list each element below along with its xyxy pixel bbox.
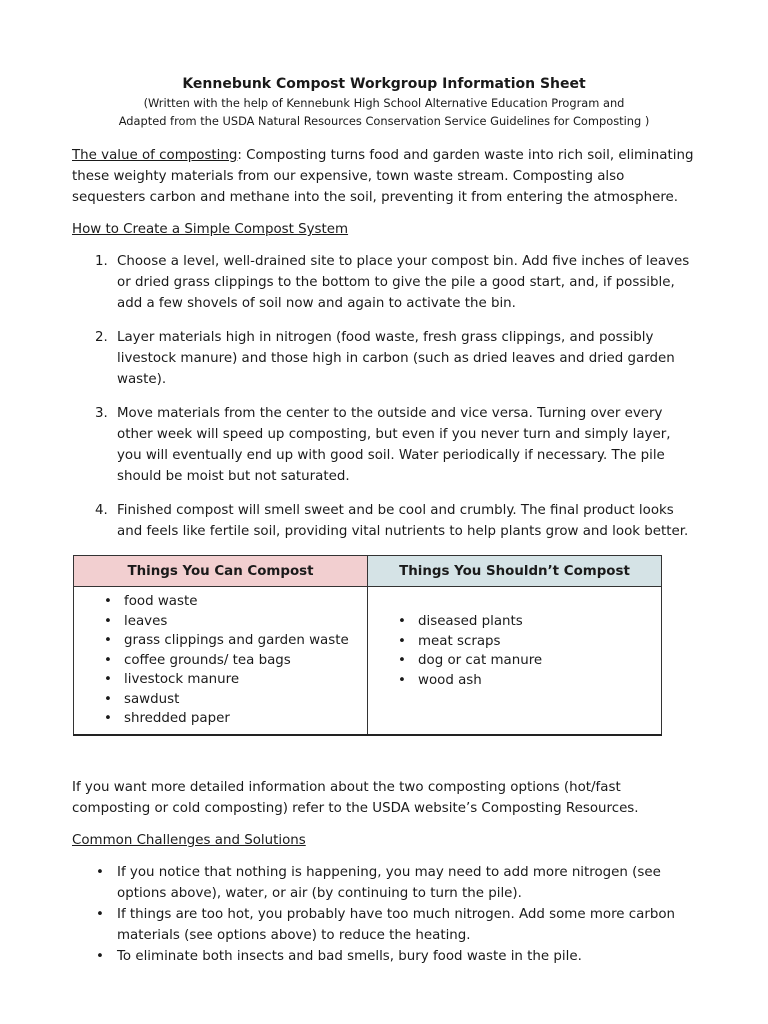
value-text: : Composting turns food and garden waste into rich soil, eliminating these weighty materials from our expensive, town waste stream. Composting also sequesters carbon and methane into the soil, preventing it from entering the atmosphere. [72,148,694,205]
step-text: Finished compost will smell sweet and be cool and crumbly. The final product looks and feels like fertile soil, providing vital nutrients to help plants grow and look better. [117,503,689,539]
compost-table [73,555,662,736]
can-compost-header: Things You Can Compost [74,556,368,587]
list-item: • meat scraps [368,632,661,652]
cannot-compost-list [368,612,661,690]
challenges-list [72,862,696,967]
step-number: 3. [95,406,108,421]
step-item [72,251,696,314]
step-number: 4. [95,503,108,518]
subtitle-line-1: (Written with the help of Kennebunk High School Alternative Education Program and [143,96,625,110]
list-item: • food waste [74,592,367,612]
steps-list [72,251,696,542]
list-item: • livestock manure [74,670,367,690]
step-text: Choose a level, well-drained site to place your compost bin. Add five inches of leaves or dried grass clippings to the bottom to give the pile a good start, and, if possible, add a few shovels of soil now and again to activate the bin. [117,254,690,311]
step-text: Layer materials high in nitrogen (food waste, fresh grass clippings, and possibly livestock manure) and those high in carbon (such as dried leaves and dried garden waste). [117,330,675,387]
cannot-compost-cell [368,587,662,736]
can-compost-list [74,592,367,729]
list-item: • coffee grounds/ tea bags [74,651,367,671]
page-title: Kennebunk Compost Workgroup Information Sheet [182,76,586,92]
list-item: • wood ash [368,671,661,691]
howto-heading: How to Create a Simple Compost System [72,222,349,237]
subtitle-line-2: Adapted from the USDA Natural Resources Conservation Service Guidelines for Composting ) [118,114,650,128]
value-paragraph [72,145,696,208]
step-number: 2. [95,330,108,345]
step-item [72,403,696,487]
step-number: 1. [95,254,108,269]
list-item: • shredded paper [74,709,367,729]
table-header-row [74,556,662,587]
list-item: • sawdust [74,690,367,710]
more-info-paragraph: If you want more detailed information about the two composting options (hot/fast composting or cold composting) refer to the USDA website’s Composting Resources. [72,780,639,816]
table-body-row [74,587,662,736]
step-item [72,500,696,542]
can-compost-cell [74,587,368,736]
step-item [72,327,696,390]
step-text: Move materials from the center to the outside and vice versa. Turning over every other week will speed up composting, but even if you never turn and simply layer, you will eventually end up with good soil. Water periodically if necessary. The pile should be moist but not saturated. [117,406,671,484]
list-item: • diseased plants [368,612,661,632]
value-label: The value of composting [72,148,238,163]
cannot-compost-header: Things You Shouldn’t Compost [368,556,662,587]
list-item: • grass clippings and garden waste [74,631,367,651]
list-item: • leaves [74,612,367,632]
list-item: • dog or cat manure [368,651,661,671]
document-page [72,74,696,967]
challenges-heading: Common Challenges and Solutions [72,833,306,848]
list-item: • To eliminate both insects and bad smells, bury food waste in the pile. [72,946,696,967]
list-item: • If you notice that nothing is happening, you may need to add more nitrogen (see options above), water, or air (by continuing to turn the pile). [72,862,696,904]
list-item: • If things are too hot, you probably have too much nitrogen. Add some more carbon materials (see options above) to reduce the heating. [72,904,696,946]
